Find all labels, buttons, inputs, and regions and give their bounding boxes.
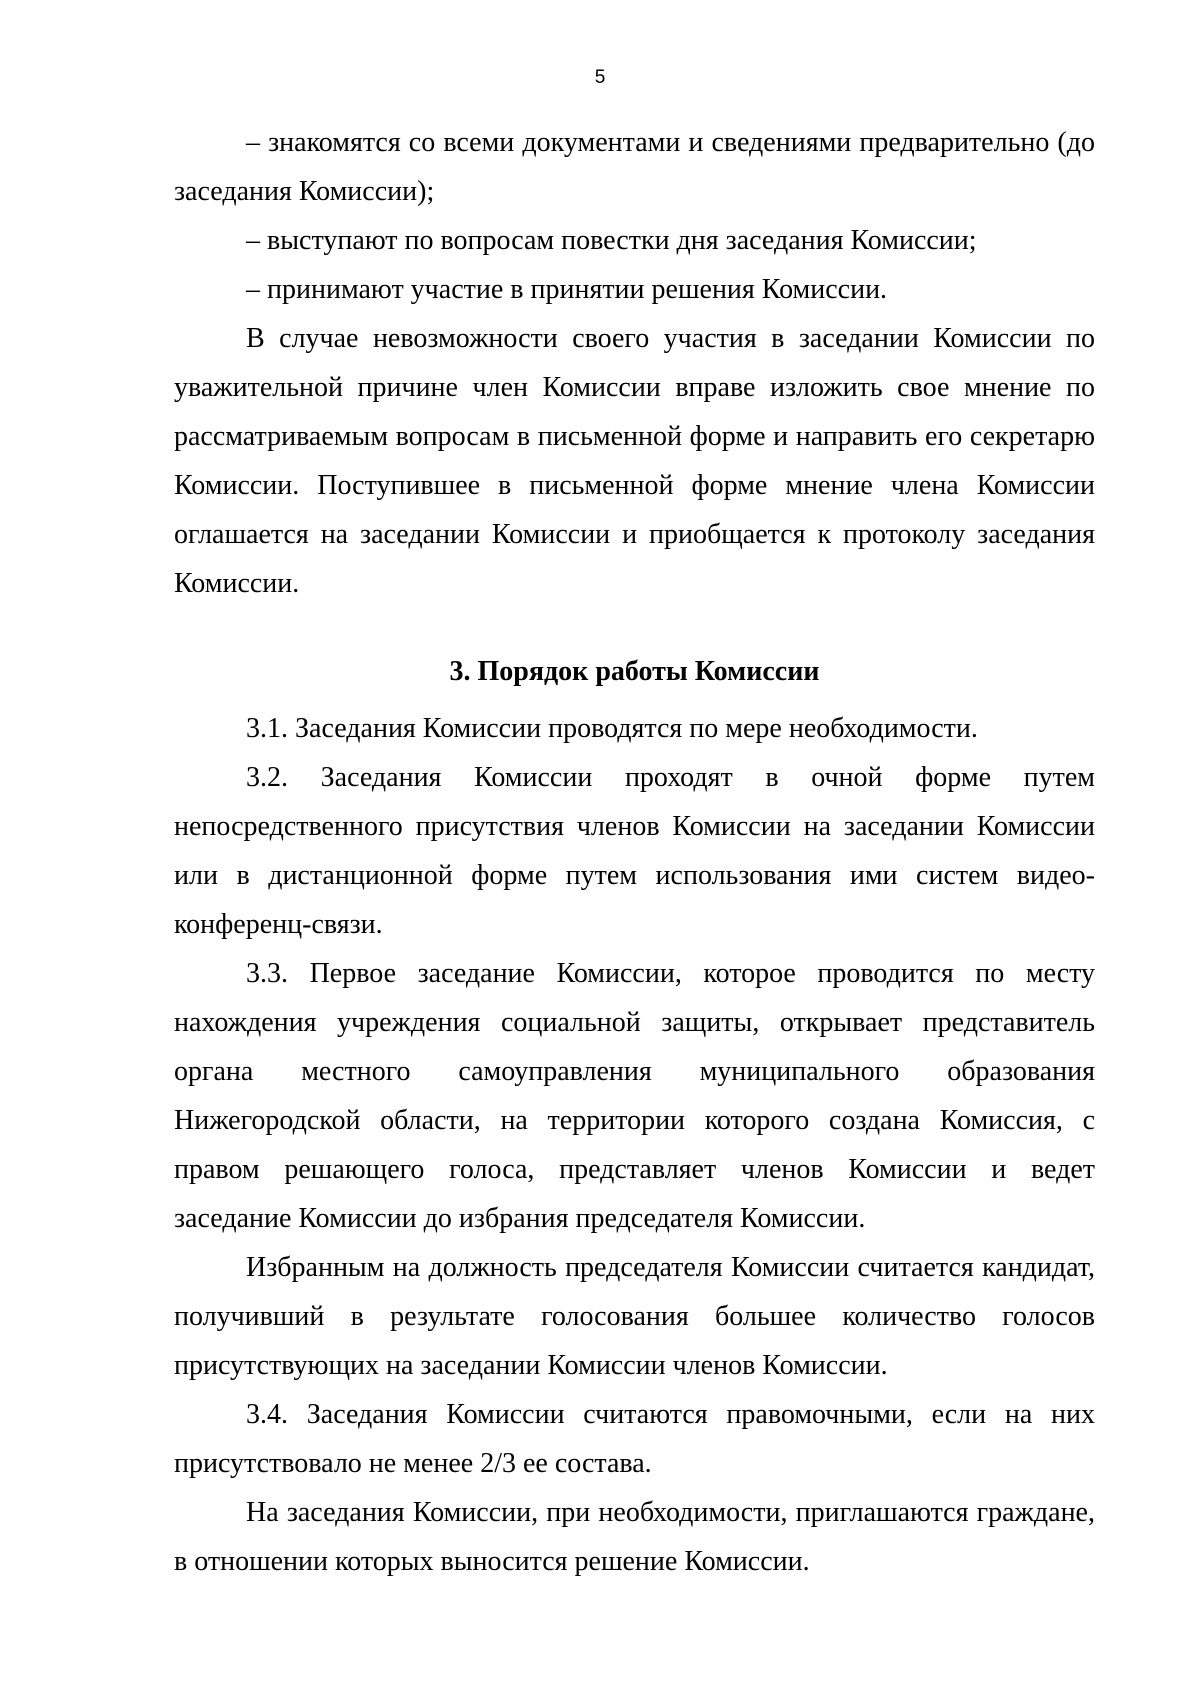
section-spacer: [174, 608, 1095, 647]
paragraph-3-2: 3.2. Заседания Комиссии проходят в очной форме путем непосредственного присутствия членов Комиссии на заседании Комиссии или в дистанционной форме путем использования ими систем видео-конференц-связи.: [174, 762, 1095, 940]
paragraph-3-1: 3.1. Заседания Комиссии проводятся по мере необходимости.: [246, 713, 978, 744]
paragraph-3-4: 3.4. Заседания Комиссии считаются правомочными, если на них присутствовало не менее 2/3 ее состава.: [174, 1399, 1095, 1479]
paragraph-absence-opinion: В случае невозможности своего участия в заседании Комиссии по уважительной причине член Комиссии вправе изложить свое мнение по рассматриваемым вопросам в письменной форме и направить его секретарю Комиссии. Поступившее в письменной форме мнение члена Комиссии оглашается на заседании Комиссии и приобщается к протоколу заседания Комиссии.: [174, 323, 1095, 599]
paragraph-chairman-election: Избранным на должность председателя Комиссии считается кандидат, получивший в результате голосования большее количество голосов присутствующих на заседании Комиссии членов Комиссии.: [174, 1252, 1095, 1381]
paragraph-speak: – выступают по вопросам повестки дня заседания Комиссии;: [246, 225, 977, 256]
page-number: 5: [594, 67, 606, 88]
paragraph-invited-citizens: На заседания Комиссии, при необходимости, приглашаются граждане, в отношении которых выносится решение Комиссии.: [174, 1497, 1095, 1577]
document-body: [174, 118, 1095, 1586]
paragraph-3-3: 3.3. Первое заседание Комиссии, которое проводится по месту нахождения учреждения социальной защиты, открывает представитель органа местного самоуправления муниципального образования Нижегородской области, на территории которого создана Комиссия, с правом решающего голоса, представляет членов Комиссии и ведет заседание Комиссии до избрания председателя Комиссии.: [174, 958, 1095, 1234]
paragraph-participate: – принимают участие в принятии решения Комиссии.: [246, 274, 888, 305]
heading-spacer: [174, 696, 1095, 704]
section-heading: 3. Порядок работы Комиссии: [449, 656, 820, 687]
paragraph-familiarize: – знакомятся со всеми документами и сведениями предварительно (до заседания Комиссии);: [174, 127, 1095, 207]
